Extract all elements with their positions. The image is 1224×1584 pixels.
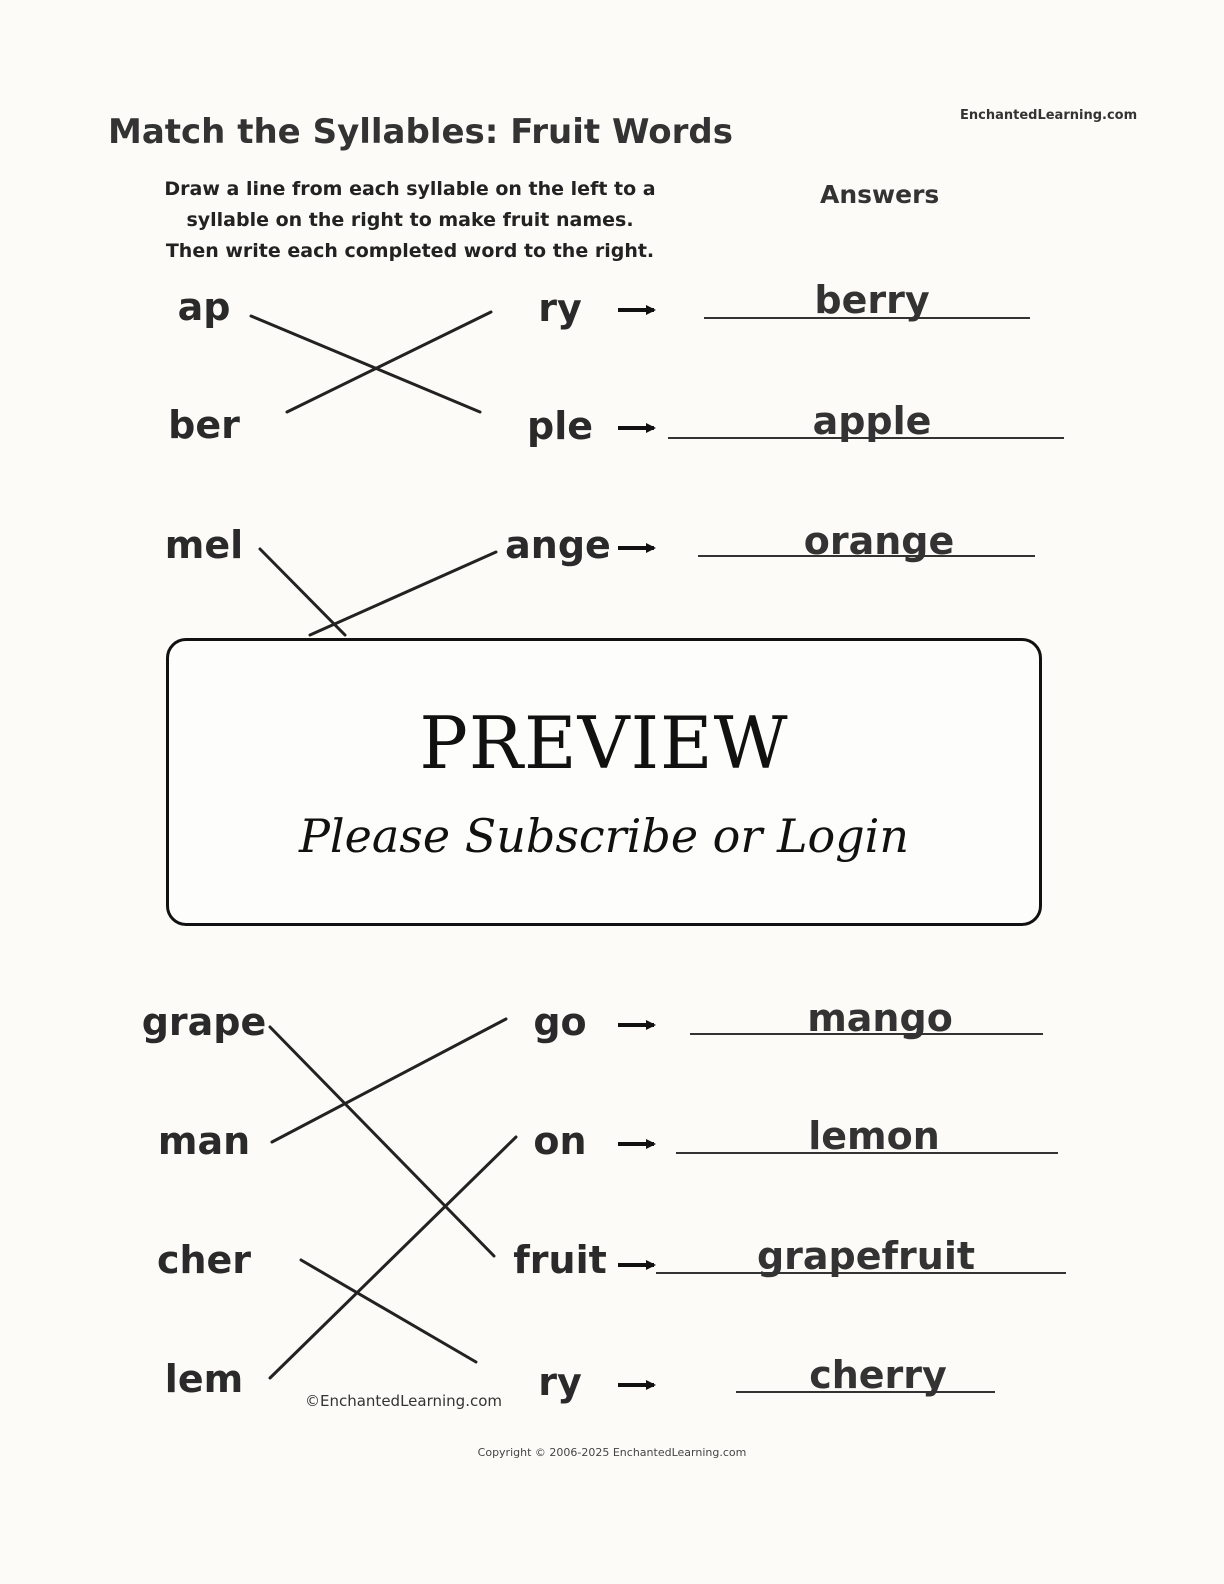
left-syllable: cher: [156, 1238, 252, 1282]
left-syllable: grape: [141, 1000, 267, 1044]
subscribe-login-prompt[interactable]: Please Subscribe or Login: [298, 809, 910, 863]
answer-word: apple: [812, 399, 932, 443]
match-line: [251, 316, 480, 412]
match-line: [310, 552, 496, 635]
left-syllable: lem: [164, 1357, 244, 1401]
answer-word: mango: [807, 996, 953, 1040]
right-syllable: ry: [538, 1360, 582, 1404]
answer-word: grapefruit: [756, 1234, 976, 1278]
instruction-line: Draw a line from each syllable on the left to a: [164, 178, 656, 200]
match-line: [301, 1260, 476, 1362]
right-syllable: go: [533, 1000, 587, 1044]
page-title: Match the Syllables: Fruit Words: [108, 112, 733, 152]
preview-title: PREVIEW: [419, 701, 789, 785]
right-syllable: ry: [538, 286, 582, 330]
right-syllable: fruit: [513, 1238, 607, 1282]
answer-word: berry: [814, 278, 930, 322]
match-line: [270, 1027, 494, 1256]
answer-word: orange: [803, 519, 955, 563]
left-syllable: ap: [177, 285, 231, 329]
instruction-line: syllable on the right to make fruit names.: [186, 209, 634, 231]
left-syllable: man: [157, 1119, 251, 1163]
site-name: EnchantedLearning.com: [960, 108, 1138, 123]
left-syllable: ber: [168, 403, 240, 447]
preview-overlay[interactable]: [166, 638, 1042, 926]
right-syllable: ange: [505, 523, 611, 567]
copyright: Copyright © 2006-2025 EnchantedLearning.com: [477, 1446, 747, 1459]
match-line: [260, 549, 345, 635]
answer-word: cherry: [809, 1353, 947, 1397]
right-syllable: ple: [527, 404, 593, 448]
instruction-line: Then write each completed word to the right.: [165, 240, 655, 262]
answers-heading: Answers: [820, 180, 940, 209]
match-line: [272, 1019, 506, 1142]
left-syllable: mel: [164, 523, 244, 567]
watermark: ©EnchantedLearning.com: [305, 1392, 502, 1410]
match-line: [270, 1137, 516, 1378]
right-syllable: on: [533, 1119, 587, 1163]
answer-word: lemon: [808, 1114, 940, 1158]
match-line: [287, 312, 491, 412]
